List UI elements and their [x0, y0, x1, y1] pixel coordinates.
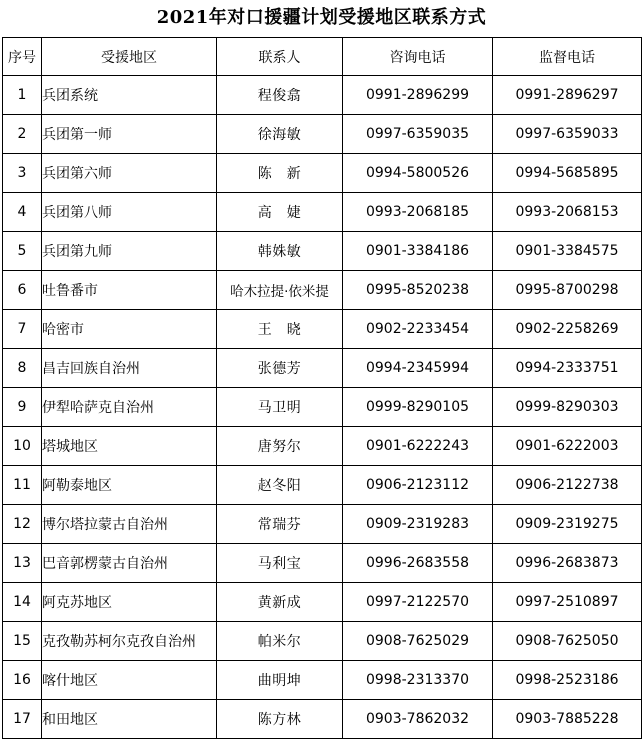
row-no: 9: [3, 388, 42, 427]
row-contact: 曲明坤: [217, 661, 343, 700]
table-row: [3, 388, 642, 427]
row-consult-phone: 0995-8520238: [343, 271, 493, 310]
row-contact: 陈 新: [217, 154, 343, 193]
row-consult-phone: 0998-2313370: [343, 661, 493, 700]
table-row: [3, 583, 642, 622]
row-contact: 马利宝: [217, 544, 343, 583]
row-no: 7: [3, 310, 42, 349]
row-consult-phone: 0994-5800526: [343, 154, 493, 193]
header-no: 序号: [3, 38, 42, 76]
row-region: 兵团第六师: [42, 154, 217, 193]
table-row: [3, 349, 642, 388]
row-contact: 哈木拉提·依米提: [217, 271, 343, 310]
row-contact: 马卫明: [217, 388, 343, 427]
row-consult-phone: 0906-2123112: [343, 466, 493, 505]
table-row: [3, 622, 642, 661]
row-region: 塔城地区: [42, 427, 217, 466]
header-supervise-phone: 监督电话: [493, 38, 642, 76]
row-contact: 赵冬阳: [217, 466, 343, 505]
table-header-row: [3, 38, 642, 76]
table-row: [3, 466, 642, 505]
row-region: 阿勒泰地区: [42, 466, 217, 505]
row-supervise-phone: 0996-2683873: [493, 544, 642, 583]
table-row: [3, 310, 642, 349]
row-supervise-phone: 0997-2510897: [493, 583, 642, 622]
row-no: 12: [3, 505, 42, 544]
row-supervise-phone: 0903-7885228: [493, 700, 642, 739]
row-region: 阿克苏地区: [42, 583, 217, 622]
row-region: 兵团第八师: [42, 193, 217, 232]
row-region: 伊犁哈萨克自治州: [42, 388, 217, 427]
row-region: 哈密市: [42, 310, 217, 349]
table-row: [3, 154, 642, 193]
row-consult-phone: 0901-3384186: [343, 232, 493, 271]
row-consult-phone: 0903-7862032: [343, 700, 493, 739]
row-contact: 徐海敏: [217, 115, 343, 154]
row-supervise-phone: 0994-2333751: [493, 349, 642, 388]
row-no: 11: [3, 466, 42, 505]
row-consult-phone: 0993-2068185: [343, 193, 493, 232]
row-consult-phone: 0994-2345994: [343, 349, 493, 388]
table-row: [3, 193, 642, 232]
table-row: [3, 271, 642, 310]
row-contact: 唐努尔: [217, 427, 343, 466]
row-supervise-phone: 0901-6222003: [493, 427, 642, 466]
row-region: 昌吉回族自治州: [42, 349, 217, 388]
table-row: [3, 544, 642, 583]
row-contact: 张德芳: [217, 349, 343, 388]
row-no: 8: [3, 349, 42, 388]
table-body: [3, 76, 642, 739]
row-no: 10: [3, 427, 42, 466]
table-row: [3, 115, 642, 154]
contacts-table: [2, 37, 642, 739]
header-contact: 联系人: [217, 38, 343, 76]
row-consult-phone: 0991-2896299: [343, 76, 493, 115]
row-supervise-phone: 0909-2319275: [493, 505, 642, 544]
header-consult-phone: 咨询电话: [343, 38, 493, 76]
row-region: 巴音郭楞蒙古自治州: [42, 544, 217, 583]
row-no: 14: [3, 583, 42, 622]
row-consult-phone: 0909-2319283: [343, 505, 493, 544]
row-supervise-phone: 0991-2896297: [493, 76, 642, 115]
row-supervise-phone: 0901-3384575: [493, 232, 642, 271]
table-row: [3, 427, 642, 466]
row-no: 1: [3, 76, 42, 115]
row-consult-phone: 0999-8290105: [343, 388, 493, 427]
document-title: 2021年对口援疆计划受援地区联系方式: [156, 7, 487, 28]
table-row: [3, 661, 642, 700]
row-contact: 常瑞芬: [217, 505, 343, 544]
table-row: [3, 700, 642, 739]
row-region: 兵团第一师: [42, 115, 217, 154]
row-supervise-phone: 0995-8700298: [493, 271, 642, 310]
row-consult-phone: 0997-2122570: [343, 583, 493, 622]
row-consult-phone: 0997-6359035: [343, 115, 493, 154]
row-contact: 程俊翕: [217, 76, 343, 115]
row-no: 15: [3, 622, 42, 661]
table-row: [3, 232, 642, 271]
row-supervise-phone: 0902-2258269: [493, 310, 642, 349]
row-supervise-phone: 0994-5685895: [493, 154, 642, 193]
row-region: 喀什地区: [42, 661, 217, 700]
row-region: 和田地区: [42, 700, 217, 739]
row-supervise-phone: 0908-7625050: [493, 622, 642, 661]
row-consult-phone: 0996-2683558: [343, 544, 493, 583]
row-consult-phone: 0902-2233454: [343, 310, 493, 349]
row-no: 3: [3, 154, 42, 193]
row-no: 4: [3, 193, 42, 232]
row-supervise-phone: 0906-2122738: [493, 466, 642, 505]
row-no: 13: [3, 544, 42, 583]
header-region: 受援地区: [42, 38, 217, 76]
table-row: [3, 505, 642, 544]
row-contact: 陈方林: [217, 700, 343, 739]
row-region: 吐鲁番市: [42, 271, 217, 310]
row-contact: 韩姝敏: [217, 232, 343, 271]
row-consult-phone: 0908-7625029: [343, 622, 493, 661]
row-contact: 高 婕: [217, 193, 343, 232]
row-no: 16: [3, 661, 42, 700]
row-supervise-phone: 0999-8290303: [493, 388, 642, 427]
row-region: 克孜勒苏柯尔克孜自治州: [42, 622, 217, 661]
row-region: 博尔塔拉蒙古自治州: [42, 505, 217, 544]
row-contact: 帕米尔: [217, 622, 343, 661]
table-row: [3, 76, 642, 115]
row-no: 2: [3, 115, 42, 154]
row-no: 17: [3, 700, 42, 739]
row-supervise-phone: 0997-6359033: [493, 115, 642, 154]
row-no: 5: [3, 232, 42, 271]
row-contact: 黄新成: [217, 583, 343, 622]
row-consult-phone: 0901-6222243: [343, 427, 493, 466]
row-supervise-phone: 0993-2068153: [493, 193, 642, 232]
row-region: 兵团系统: [42, 76, 217, 115]
row-supervise-phone: 0998-2523186: [493, 661, 642, 700]
row-no: 6: [3, 271, 42, 310]
row-contact: 王 晓: [217, 310, 343, 349]
row-region: 兵团第九师: [42, 232, 217, 271]
